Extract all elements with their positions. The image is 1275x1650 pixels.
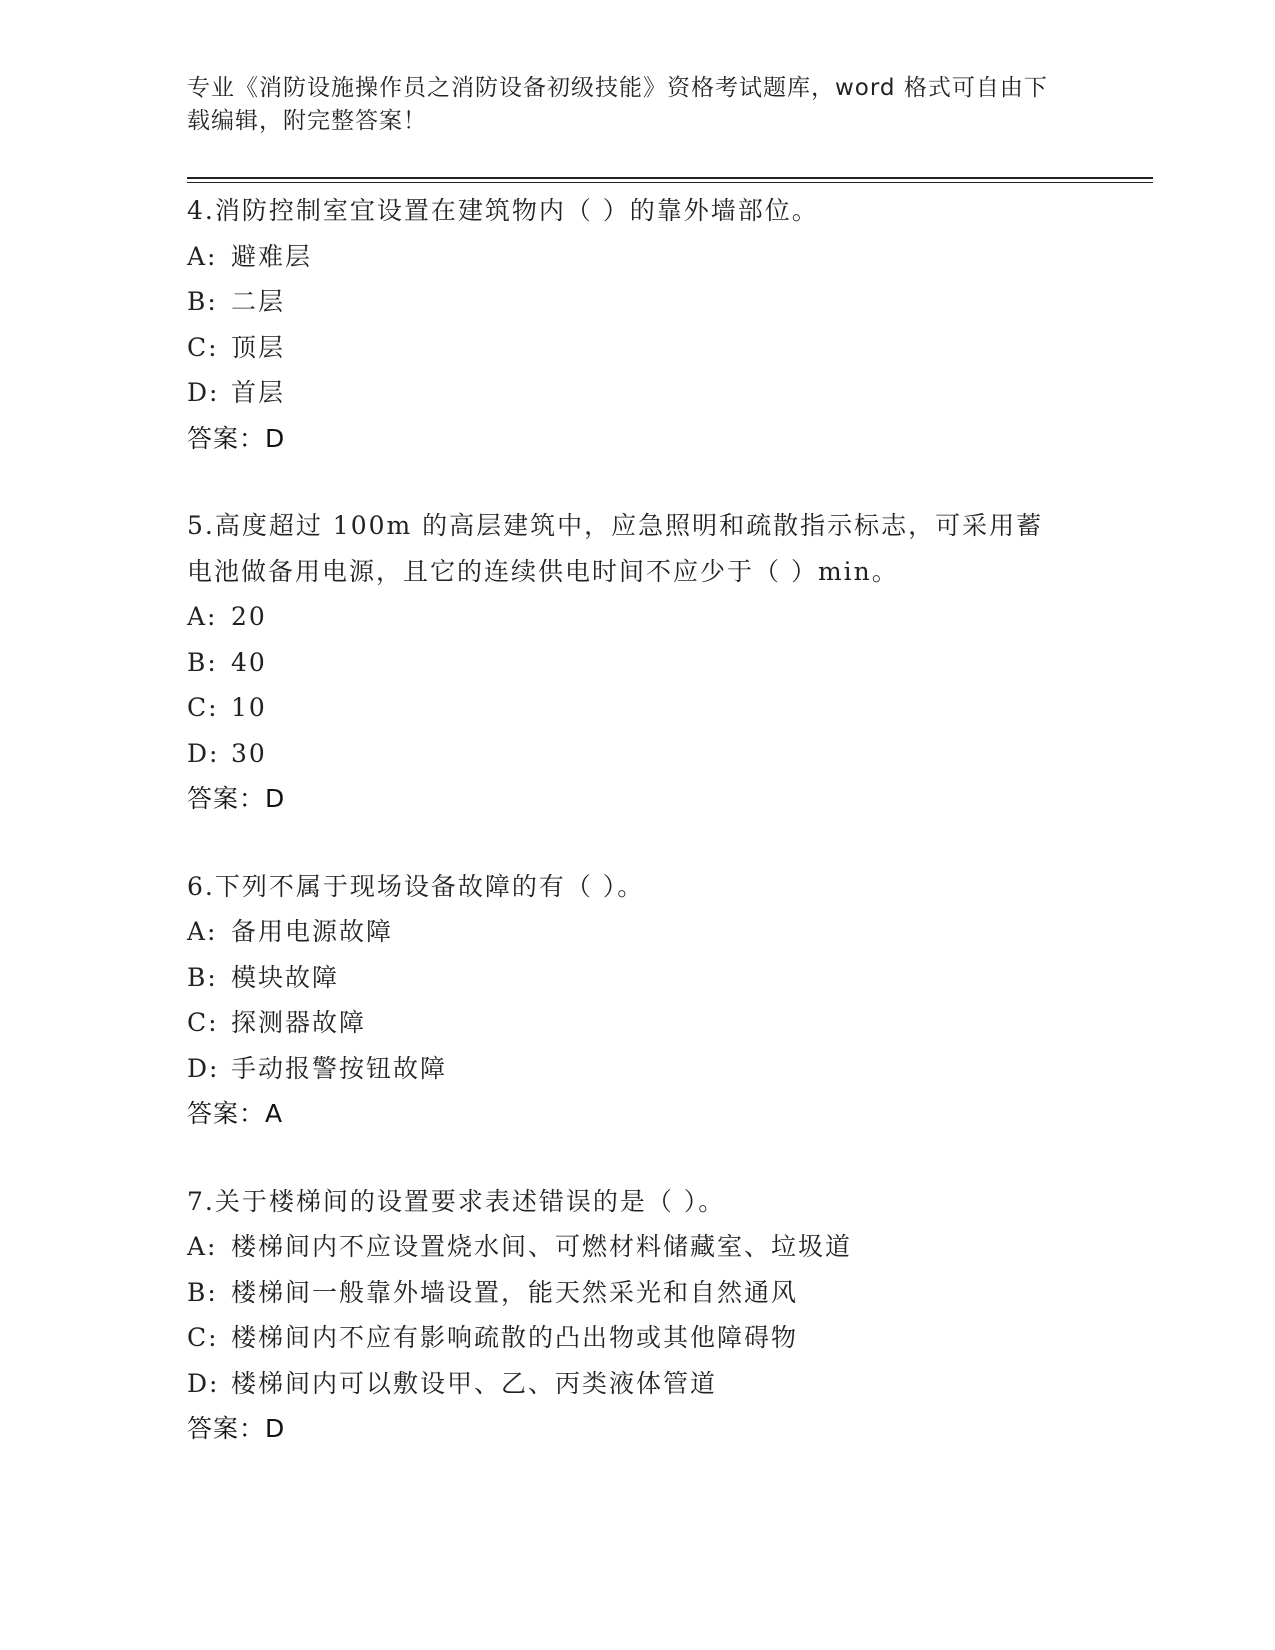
header-rule-thick <box>187 177 1153 179</box>
option-label: C: <box>187 693 219 722</box>
answer: 答案：D <box>187 1414 286 1443</box>
option-c <box>187 685 1087 731</box>
question-5 <box>187 503 1087 822</box>
answer: 答案：D <box>187 423 286 453</box>
option-label: C: <box>187 1323 219 1352</box>
option-d <box>187 370 1087 416</box>
document-header <box>187 72 1087 138</box>
option-label: D: <box>187 378 220 407</box>
option-c <box>187 325 1087 371</box>
option-a <box>187 1224 1087 1270</box>
option-label: A: <box>187 241 218 271</box>
option-a <box>187 594 1087 640</box>
question-stem-line-2: 电池做备用电源，且它的连续供电时间不应少于（ ）min。 <box>187 556 899 586</box>
option-b <box>187 955 1087 1001</box>
option-label: A: <box>187 602 218 631</box>
question-stem: 6.下列不属于现场设备故障的有（ ）。 <box>187 871 645 901</box>
question-stem-line-1: 5.高度超过 100m 的高层建筑中，应急照明和疏散指示标志，可采用蓄 <box>187 511 1044 540</box>
option-text: 备用电源故障 <box>231 917 394 946</box>
option-b <box>187 1270 1087 1316</box>
option-label: D: <box>187 1053 220 1083</box>
option-text: 探测器故障 <box>231 1008 367 1037</box>
option-text: 手动报警按钮故障 <box>231 1053 448 1083</box>
header-rule-thin <box>187 182 1153 183</box>
question-6 <box>187 864 1087 1137</box>
option-b <box>187 279 1087 325</box>
answer: 答案：A <box>187 1099 284 1128</box>
option-b <box>187 640 1087 686</box>
option-label: B: <box>187 962 218 992</box>
option-label: D: <box>187 738 220 768</box>
option-label: B: <box>187 287 218 316</box>
question-stem: 4.消防控制室宜设置在建筑物内（ ）的靠外墙部位。 <box>187 196 819 225</box>
option-d <box>187 731 1087 777</box>
option-label: B: <box>187 1277 218 1307</box>
option-label: C: <box>187 332 219 362</box>
question-4 <box>187 188 1087 461</box>
answer: 答案：D <box>187 784 286 813</box>
option-text: 楼梯间内可以敷设甲、乙、丙类液体管道 <box>231 1368 718 1398</box>
option-text: 二层 <box>231 287 286 316</box>
option-d <box>187 1046 1087 1092</box>
option-text: 楼梯间一般靠外墙设置，能天然采光和自然通风 <box>231 1277 799 1307</box>
header-line-2: 载编辑，附完整答案！ <box>187 108 427 134</box>
option-c <box>187 1315 1087 1361</box>
question-stem: 7.关于楼梯间的设置要求表述错误的是（ ）。 <box>187 1186 726 1216</box>
option-d <box>187 1361 1087 1407</box>
option-label: D: <box>187 1368 220 1398</box>
option-text: 避难层 <box>231 241 313 271</box>
header-line-1: 专业《消防设施操作员之消防设备初级技能》资格考试题库，word 格式可自由下 <box>187 75 1048 101</box>
question-list <box>187 188 1087 1494</box>
option-text: 顶层 <box>231 332 286 362</box>
option-label: A: <box>187 1232 218 1261</box>
option-label: B: <box>187 647 218 677</box>
option-text: 模块故障 <box>231 962 340 992</box>
option-label: A: <box>187 917 218 946</box>
option-a <box>187 234 1087 280</box>
option-label: C: <box>187 1008 219 1037</box>
option-c <box>187 1000 1087 1046</box>
option-text: 首层 <box>231 378 286 407</box>
option-text: 楼梯间内不应有影响疏散的凸出物或其他障碍物 <box>231 1323 799 1352</box>
question-7 <box>187 1179 1087 1452</box>
option-text: 30 <box>231 738 267 768</box>
option-text: 楼梯间内不应设置烧水间、可燃材料储藏室、垃圾道 <box>231 1232 853 1261</box>
option-text: 10 <box>231 693 267 722</box>
option-text: 20 <box>231 602 267 631</box>
option-text: 40 <box>231 647 267 677</box>
option-a <box>187 909 1087 955</box>
